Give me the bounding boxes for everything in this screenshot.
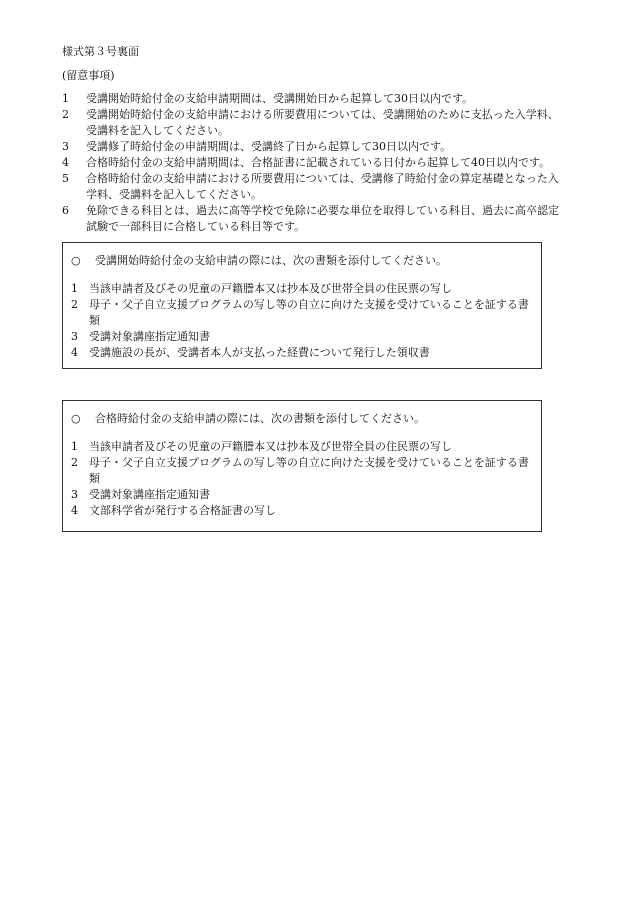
attachment-list [71, 439, 533, 519]
attachment-text: 当該申請者及びその児童の戸籍謄本又は抄本及び世帯全員の住民票の写し [89, 282, 452, 295]
attachments-box-start-benefit [62, 242, 542, 369]
note-text: 合格時給付金の支給申請期間は、合格証書に記載されている日付から起算して40日以内です。 [86, 156, 551, 169]
attachment-number: 1 [71, 440, 78, 453]
note-text: 受講修了時給付金の申請期間は、受講終了日から起算して30日以内です。 [86, 140, 452, 153]
note-item [62, 171, 562, 203]
note-item [62, 155, 562, 171]
attachment-item [71, 281, 533, 297]
note-number: 2 [62, 108, 69, 121]
note-item [62, 203, 562, 235]
attachment-number: 4 [71, 504, 78, 517]
attachment-item [71, 503, 533, 519]
attachment-text: 受講対象講座指定通知書 [89, 488, 210, 501]
attachment-number: 4 [71, 346, 78, 359]
notes-list [62, 91, 562, 235]
notes-heading: (留意事項) [62, 69, 115, 82]
form-number: 様式第３号裏面 [62, 45, 139, 58]
box-title-text: 受講開始時給付金の支給申請の際には、次の書類を添付してください。 [95, 254, 447, 267]
note-number: 6 [62, 204, 69, 217]
attachment-number: 2 [71, 456, 78, 469]
attachment-number: 2 [71, 298, 78, 311]
attachment-item [71, 439, 533, 455]
note-number: 5 [62, 172, 69, 185]
attachment-text: 文部科学省が発行する合格証書の写し [89, 504, 276, 517]
attachment-text: 母子・父子自立支援プログラムの写し等の自立に向けた支援を受けていることを証する書類 [89, 298, 529, 327]
attachment-text: 受講対象講座指定通知書 [89, 330, 210, 343]
attachment-item [71, 345, 533, 361]
note-text: 合格時給付金の支給申請における所要費用については、受講修了時給付金の算定基礎となった入学料、受講料を記入してください。 [86, 172, 559, 201]
attachment-text: 受講施設の長が、受講者本人が支払った経費について発行した領収書 [89, 346, 430, 359]
box-title [71, 253, 533, 269]
note-text: 受講開始時給付金の支給申請における所要費用については、受講開始のために支払った入学料、受講料を記入してください。 [86, 108, 559, 137]
attachment-list [71, 281, 533, 361]
attachment-number: 1 [71, 282, 78, 295]
note-text: 免除できる科目とは、過去に高等学校で免除に必要な単位を取得している科目、過去に高卒認定試験で一部科目に合格している科目等です。 [86, 204, 559, 233]
note-item [62, 91, 562, 107]
note-text: 受講開始時給付金の支給申請期間は、受講開始日から起算して30日以内です。 [86, 92, 474, 105]
attachment-text: 当該申請者及びその児童の戸籍謄本又は抄本及び世帯全員の住民票の写し [89, 440, 452, 453]
circle-marker: ○ [71, 254, 81, 267]
attachment-item [71, 455, 533, 487]
circle-marker: ○ [71, 412, 81, 425]
attachment-item [71, 297, 533, 329]
note-item [62, 139, 562, 155]
note-number: 1 [62, 92, 69, 105]
note-item [62, 107, 562, 139]
attachments-box-pass-benefit [62, 400, 542, 532]
box-title [71, 411, 533, 427]
attachment-text: 母子・父子自立支援プログラムの写し等の自立に向けた支援を受けていることを証する書類 [89, 456, 529, 485]
note-number: 4 [62, 156, 69, 169]
box-title-text: 合格時給付金の支給申請の際には、次の書類を添付してください。 [95, 412, 425, 425]
note-number: 3 [62, 140, 69, 153]
attachment-item [71, 487, 533, 503]
attachment-number: 3 [71, 488, 78, 501]
attachment-item [71, 329, 533, 345]
attachment-number: 3 [71, 330, 78, 343]
